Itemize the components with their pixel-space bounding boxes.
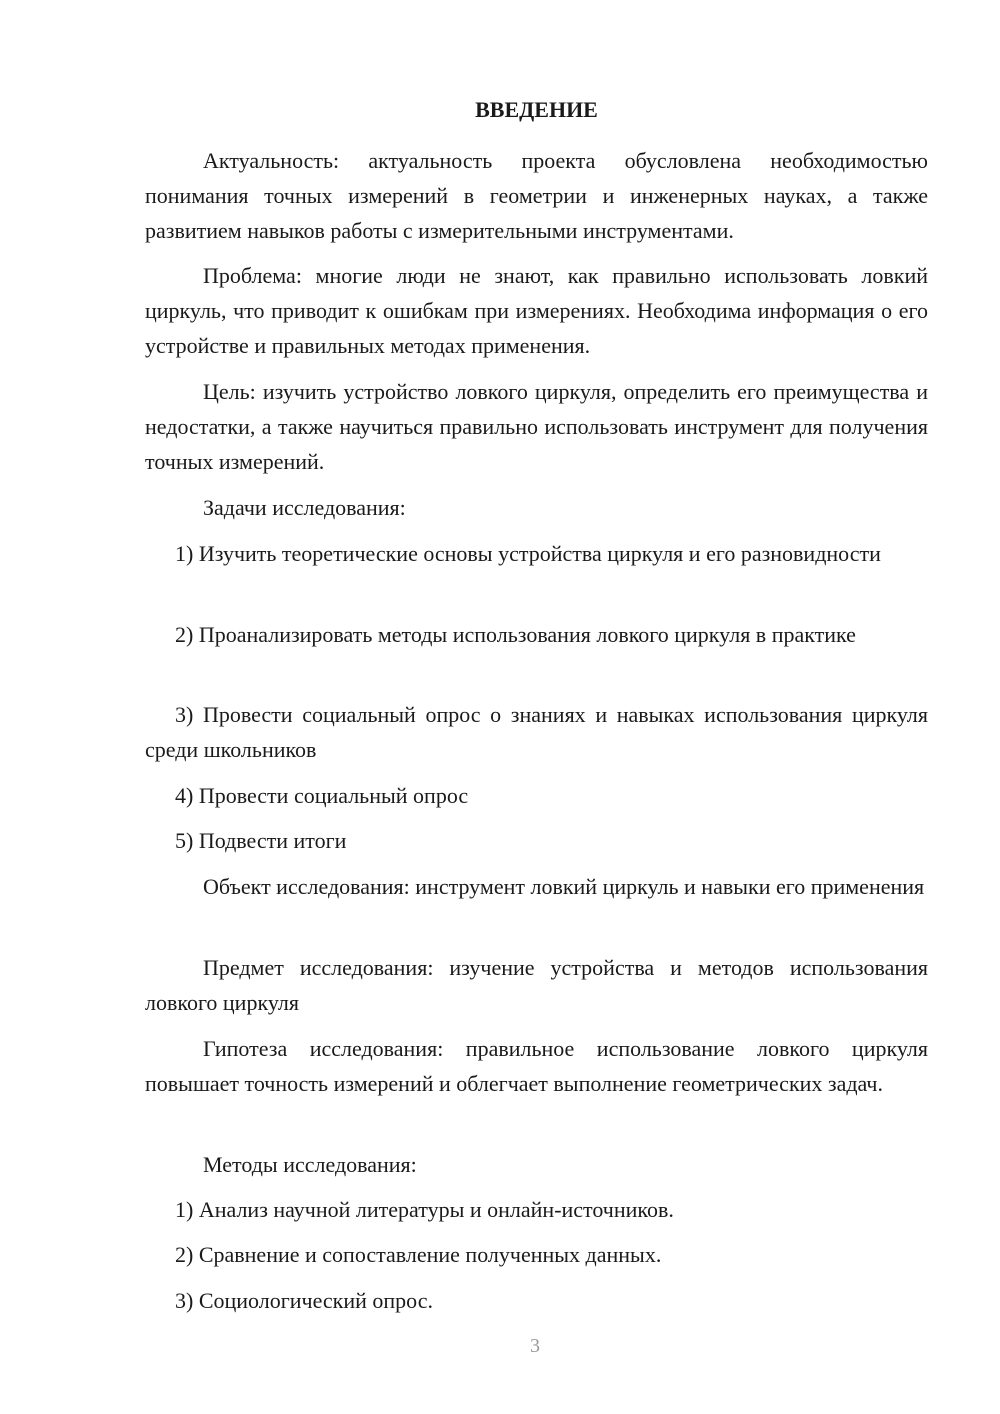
method-item-2: 2) Сравнение и сопоставление полученных данных. — [175, 1242, 662, 1267]
paragraph-relevance: Актуальность: актуальность проекта обусловлена необходимостью понимания точных измерений в геометрии и инженерных науках, а также развитием навыков работы с измерительными инструментами. — [145, 148, 928, 243]
paragraph-object: Объект исследования: инструмент ловкий циркуль и навыки его применения — [203, 874, 925, 899]
methods-title: Методы исследования: — [203, 1152, 417, 1177]
paragraph-goal: Цель: изучить устройство ловкого циркуля, определить его преимущества и недостатки, а также научиться правильно использовать инструмент для получения точных измерений. — [145, 379, 928, 474]
method-item-3: 3) Социологический опрос. — [175, 1288, 433, 1313]
task-item-2: 2) Проанализировать методы использования ловкого циркуля в практике — [175, 622, 856, 647]
paragraph-hypothesis: Гипотеза исследования: правильное использование ловкого циркуля повышает точность измерений и облегчает выполнение геометрических задач. — [145, 1036, 928, 1096]
page-number: 3 — [530, 1335, 540, 1357]
section-heading: ВВЕДЕНИЕ — [475, 97, 598, 122]
task-item-1: 1) Изучить теоретические основы устройства циркуля и его разновидности — [175, 541, 881, 566]
task-item-5: 5) Подвести итоги — [175, 828, 347, 853]
tasks-title: Задачи исследования: — [203, 495, 406, 520]
paragraph-subject: Предмет исследования: изучение устройства и методов использования ловкого циркуля — [145, 955, 928, 1015]
method-item-1: 1) Анализ научной литературы и онлайн-источников. — [175, 1197, 674, 1222]
task-item-4: 4) Провести социальный опрос — [175, 783, 469, 808]
paragraph-problem: Проблема: многие люди не знают, как правильно использовать ловкий циркуль, что приводит к ошибкам при измерениях. Необходима информация о его устройстве и правильных методах применения. — [145, 263, 928, 358]
task-item-3: 3) Провести социальный опрос о знаниях и навыках использования циркуля среди школьников — [145, 702, 928, 762]
